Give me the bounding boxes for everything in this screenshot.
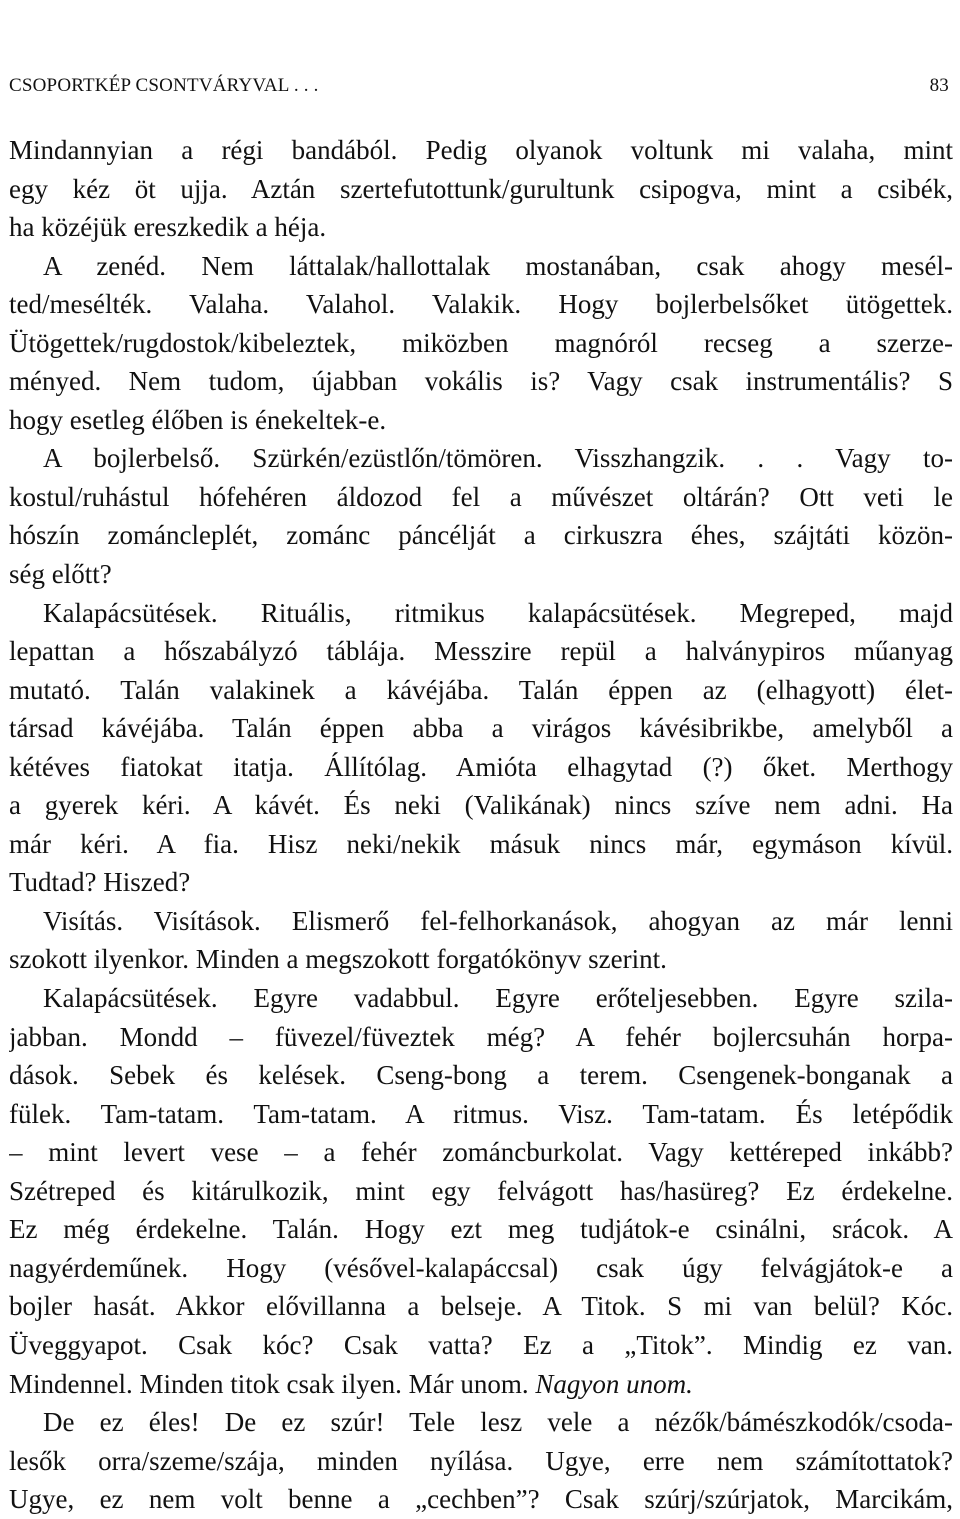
line-text: – mint levert vese – a fehér zománcburkolat. Vagy kettéreped inkább? xyxy=(9,1137,953,1168)
text-line xyxy=(9,940,953,979)
body-text xyxy=(9,131,953,1519)
line-text: a gyerek kéri. A kávét. És neki (Valikának) nincs szíve nem adni. Ha xyxy=(9,790,953,821)
text-line xyxy=(9,401,953,440)
text-line xyxy=(9,979,953,1018)
text-line xyxy=(9,516,953,555)
line-text: Visítás. Visítások. Elismerő fel-felhorkanások, ahogyan az már lenni xyxy=(43,905,953,936)
text-line xyxy=(9,1249,953,1288)
text-line xyxy=(9,1326,953,1365)
line-text: dások. Sebek és kelések. Cseng-bong a terem. Csengenek-bonganak a xyxy=(9,1060,953,1091)
text-line xyxy=(9,671,953,710)
text-line xyxy=(9,170,953,209)
line-text: Ütögettek/rugdostok/kibeleztek, miközben magnóról recseg a szerze- xyxy=(9,327,953,358)
text-line xyxy=(9,362,953,401)
text-line xyxy=(9,786,953,825)
text-line xyxy=(9,247,953,286)
text-line xyxy=(9,1365,953,1404)
line-text: ményed. Nem tudom, újabban vokális is? Vagy csak instrumentális? S xyxy=(9,366,953,397)
line-text: hogy esetleg élőben is énekeltek-e. xyxy=(9,404,387,435)
running-header xyxy=(9,72,953,100)
text-line xyxy=(9,1210,953,1249)
running-title: CSOPORTKÉP CSONTVÁRYVAL . . . xyxy=(9,75,319,96)
line-text: társad kávéjába. Talán éppen abba a virágos kávésibrikbe, amelyből a xyxy=(9,713,953,744)
line-text: Kalapácsütések. Egyre vadabbul. Egyre erőteljesebben. Egyre szila- xyxy=(43,983,953,1014)
italic-emphasis: Nagyon unom. xyxy=(535,1368,693,1399)
text-line xyxy=(9,1018,953,1057)
line-text: lepattan a hőszabályzó táblája. Messzire repül a halványpiros műanyag xyxy=(9,636,953,667)
text-line xyxy=(9,555,953,594)
line-text: nagyérdeműnek. Hogy (vésővel-kalapáccsal) csak úgy felvágjátok-e a xyxy=(9,1252,953,1283)
text-line xyxy=(9,825,953,864)
line-text: Szétreped és kitárulkozik, mint egy felvágott has/hasüreg? Ez érdekelne. xyxy=(9,1175,953,1206)
line-text: lesők orra/szeme/szája, minden nyílása. Ugye, erre nem számítottatok? xyxy=(9,1445,953,1476)
text-line xyxy=(9,285,953,324)
text-line xyxy=(9,1133,953,1172)
line-text: De ez éles! De ez szúr! Tele lesz vele a nézők/bámészkodók/csoda- xyxy=(43,1407,953,1438)
line-text: bojler hasát. Akkor elővillanna a belseje. A Titok. S mi van belül? Kóc. xyxy=(9,1291,953,1322)
page-number: 83 xyxy=(929,75,949,96)
text-line xyxy=(9,1480,953,1519)
line-text: kostul/ruhástul hófehéren áldozod fel a művészet oltárán? Ott veti le xyxy=(9,481,953,512)
line-text: mutató. Talán valakinek a kávéjába. Talán éppen az (elhagyott) élet- xyxy=(9,674,953,705)
text-line xyxy=(9,594,953,633)
line-text: Üveggyapot. Csak kóc? Csak vatta? Ez a „Titok”. Mindig ez van. xyxy=(9,1329,953,1360)
text-line xyxy=(9,208,953,247)
text-line xyxy=(9,478,953,517)
text-line xyxy=(9,902,953,941)
book-page xyxy=(9,0,953,1515)
line-text: hószín zománcleplét, zománc páncélját a cirkuszra éhes, szájtáti közön- xyxy=(9,520,953,551)
line-text: ted/mesélték. Valaha. Valahol. Valakik. Hogy bojlerbelsőket ütögettek. xyxy=(9,289,953,320)
text-line xyxy=(9,863,953,902)
text-line xyxy=(9,748,953,787)
text-line xyxy=(9,1095,953,1134)
line-text: kétéves fiatokat itatja. Állítólag. Amióta elhagytad (?) őket. Merthogy xyxy=(9,751,953,782)
text-line xyxy=(9,1442,953,1481)
text-line xyxy=(9,1172,953,1211)
line-text: ha közéjük ereszkedik a héja. xyxy=(9,212,327,243)
line-text: Mindennel. Minden titok csak ilyen. Már unom. xyxy=(9,1368,536,1399)
line-text: Ugye, ez nem volt benne a „cechben”? Csak szúrj/szúrjatok, Marcikám, xyxy=(9,1484,953,1515)
line-text: szokott ilyenkor. Minden a megszokott forgatókönyv szerint. xyxy=(9,944,667,975)
text-line xyxy=(9,1403,953,1442)
text-line xyxy=(9,439,953,478)
text-line xyxy=(9,1287,953,1326)
line-text: Ez még érdekelne. Talán. Hogy ezt meg tudjátok-e csinálni, srácok. A xyxy=(9,1214,953,1245)
text-line xyxy=(9,1056,953,1095)
text-line xyxy=(9,131,953,170)
line-text: Kalapácsütések. Rituális, ritmikus kalapácsütések. Megreped, majd xyxy=(43,597,953,628)
line-text: már kéri. A fia. Hisz neki/nekik másuk nincs már, egymáson kívül. xyxy=(9,828,953,859)
text-line xyxy=(9,632,953,671)
line-text: jabban. Mondd – füvezel/füveztek még? A fehér bojlercsuhán horpa- xyxy=(9,1021,953,1052)
line-text: A zenéd. Nem láttalak/hallottalak mostanában, csak ahogy mesél- xyxy=(43,250,953,281)
line-text: ség előtt? xyxy=(9,559,112,590)
line-text: A bojlerbelső. Szürkén/ezüstlőn/tömören. Visszhangzik. . . Vagy to- xyxy=(43,443,953,474)
line-text: Tudtad? Hiszed? xyxy=(9,867,191,898)
line-text: Mindannyian a régi bandából. Pedig olyanok voltunk mi valaha, mint xyxy=(9,135,953,165)
line-text: fülek. Tam-tatam. Tam-tatam. A ritmus. Visz. Tam-tatam. És letépődik xyxy=(9,1098,953,1129)
text-line xyxy=(9,709,953,748)
text-line xyxy=(9,324,953,363)
line-text: egy kéz öt ujja. Aztán szertefutottunk/gurultunk csipogva, mint a csibék, xyxy=(9,173,953,204)
